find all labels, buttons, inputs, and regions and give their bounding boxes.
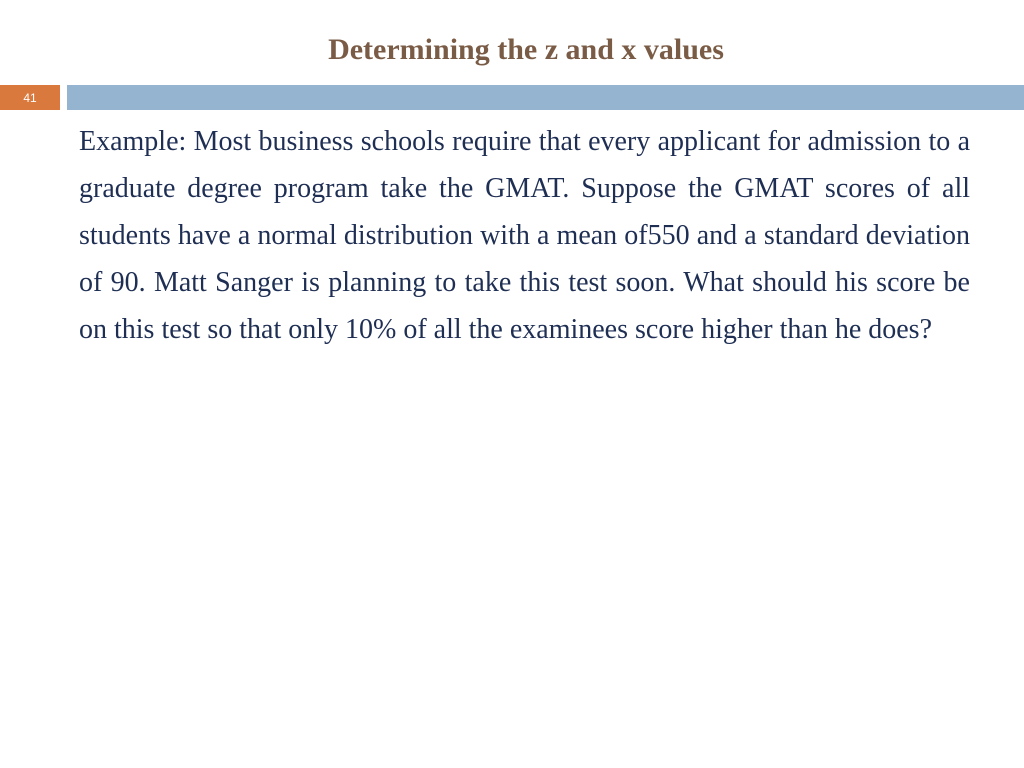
header-divider-bar <box>67 85 1024 110</box>
slide-title: Determining the z and x values <box>328 33 724 66</box>
slide-number: 41 <box>23 90 37 105</box>
example-paragraph: Example: Most business schools require that every applicant for admission to a graduate degree program take the GMAT. Suppose the GMAT scores of all students have a normal distribution with a mean of550 and a standard deviation of 90. Matt Sanger is planning to take this test soon. What should his score be on this test so that only 10% of all the examinees score higher than he does? <box>79 126 970 345</box>
slide-number-badge <box>0 85 60 110</box>
